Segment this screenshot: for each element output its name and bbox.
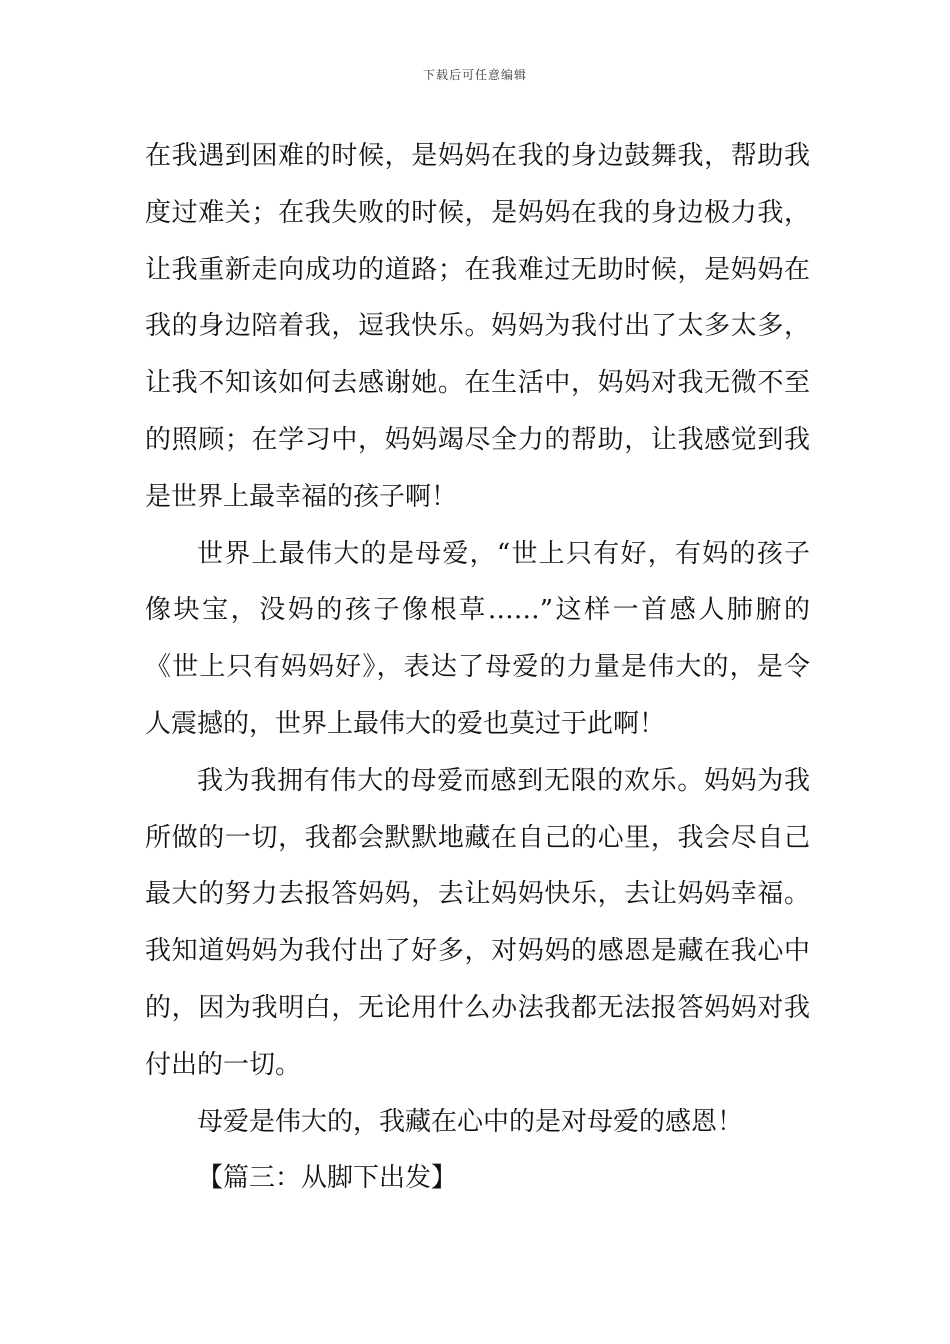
paragraph-line: 度过难关；在我失败的时候，是妈妈在我的身边极力我， (145, 197, 810, 228)
paragraph-line: 的照顾；在学习中，妈妈竭尽全力的帮助，让我感觉到我 (145, 424, 810, 455)
document-body (145, 128, 810, 1207)
paragraph-line: 人震撼的，世界上最伟大的爱也莫过于此啊！ (145, 708, 666, 739)
paragraph-3 (145, 753, 810, 1094)
section-heading: 【篇三：从脚下出发】 (197, 1163, 458, 1194)
paragraph-2 (145, 526, 810, 753)
paragraph-line: 母爱是伟大的，我藏在心中的是对母爱的感恩！ (197, 1106, 744, 1137)
paragraph-line: 付出的一切。 (145, 1049, 302, 1080)
paragraph-line: 世界上最伟大的是母爱，“世上只有好，有妈的孩子 (197, 538, 810, 569)
paragraph-line: 最大的努力去报答妈妈，去让妈妈快乐，去让妈妈幸福。 (145, 879, 810, 910)
paragraph-line: 像块宝，没妈的孩子像根草……”这样一首感人肺腑的 (145, 595, 810, 626)
paragraph-line: 我知道妈妈为我付出了好多，对妈妈的感恩是藏在我心中 (145, 936, 810, 967)
paragraph-line: 所做的一切，我都会默默地藏在自己的心里，我会尽自己 (145, 822, 810, 853)
header-note: 下载后可任意编辑 (422, 68, 527, 82)
paragraph-line: 是世界上最幸福的孩子啊！ (145, 481, 458, 512)
paragraph-line: 让我重新走向成功的道路；在我难过无助时候，是妈妈在 (145, 254, 810, 285)
paragraph-line: 我为我拥有伟大的母爱而感到无限的欢乐。妈妈为我 (197, 765, 810, 796)
paragraph-4 (145, 1094, 810, 1151)
paragraph-1 (145, 128, 810, 526)
paragraph-line: 《世上只有妈妈好》，表达了母爱的力量是伟大的，是令 (145, 652, 810, 683)
paragraph-line: 让我不知该如何去感谢她。在生活中，妈妈对我无微不至 (145, 368, 810, 399)
paragraph-line: 的，因为我明白，无论用什么办法我都无法报答妈妈对我 (145, 992, 810, 1023)
paragraph-line: 在我遇到困难的时候，是妈妈在我的身边鼓舞我，帮助我 (145, 141, 810, 171)
paragraph-line: 我的身边陪着我，逗我快乐。妈妈为我付出了太多太多， (145, 311, 810, 342)
